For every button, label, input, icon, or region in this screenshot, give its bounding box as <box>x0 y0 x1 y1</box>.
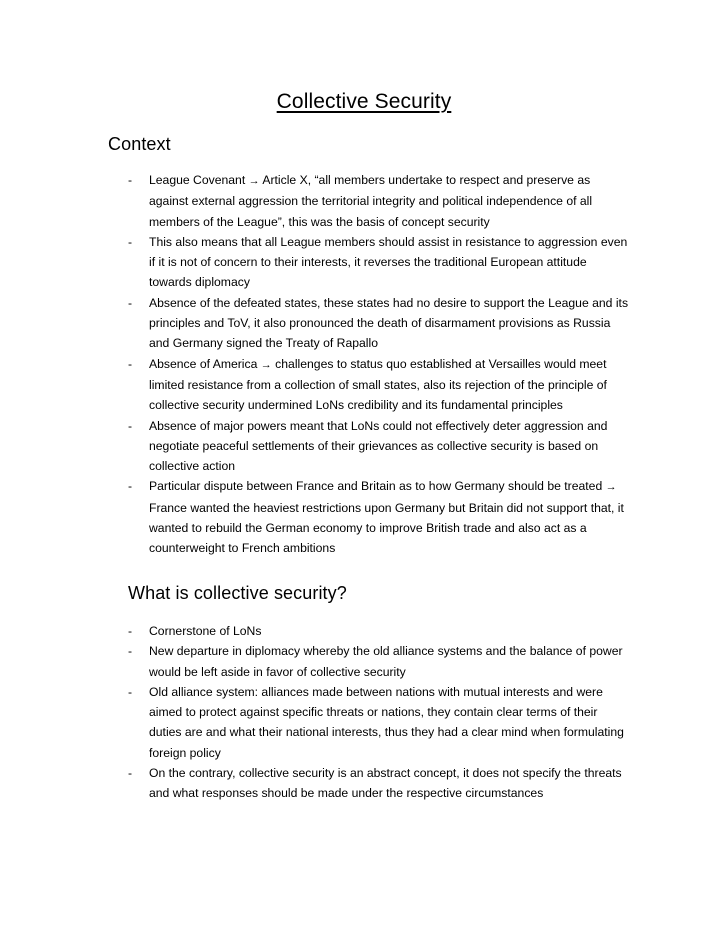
collective-security-heading: What is collective security? <box>128 583 347 603</box>
item-text: Absence of the defeated states, these states had no desire to support the League and its principles and ToV, it also pronounced the death of disarmament provisions as Russia and Germany signed the Treaty of Rapallo <box>149 295 629 351</box>
context-item-5 <box>118 416 630 477</box>
right-arrow-icon: → <box>605 481 617 494</box>
item-text: Absence of major powers meant that LoNs could not effectively deter aggression and negotiate peaceful settlements of their grievances as collective security is based on collective action <box>149 418 608 474</box>
cs-item-2 <box>118 641 630 682</box>
list-bullet: - <box>128 766 133 781</box>
cs-item-4 <box>118 763 630 804</box>
list-bullet: - <box>128 418 133 433</box>
list-bullet: - <box>128 624 133 638</box>
list-bullet: - <box>128 234 133 249</box>
item-text: Absence of America <box>149 356 261 371</box>
list-bullet: - <box>128 356 133 371</box>
item-text: League Covenant <box>149 173 249 187</box>
context-item-3 <box>118 293 630 354</box>
right-arrow-icon: → <box>260 358 272 371</box>
item-text: Old alliance system: alliances made between nations with mutual interests and were aimed to protect against specific threats or nations, they contain clear terms of their duties are and what their national interests, thus they had a clear mind when formulating foreign policy <box>149 684 624 760</box>
item-text: New departure in diplomacy whereby the old alliance systems and the balance of power would be left aside in favor of collective security <box>149 644 623 679</box>
list-bullet: - <box>128 644 133 659</box>
item-text: On the contrary, collective security is an abstract concept, it does not specify the threats and what responses should be made under the respective circumstances <box>149 766 622 801</box>
cs-item-1 <box>118 621 630 641</box>
item-text: Particular dispute between France and Britain as to how Germany should be treated <box>149 479 606 494</box>
item-text: challenges to status quo established at Versailles would meet limited resistance from a collection of small states, also its rejection of the principle of collective security undermined LoNs credibility and its fundamental principles <box>149 356 607 413</box>
context-item-6 <box>118 476 630 558</box>
cs-item-3 <box>118 682 630 763</box>
item-text: Article X, “all members undertake to respect and preserve as against external aggression the territorial integrity and political independence of all members of the League”, this was the basis of concept security <box>149 173 593 229</box>
item-text: This also means that all League members should assist in resistance to aggression even if it is not of concern to their interests, it reverses the traditional European attitude towards diplomacy <box>149 234 628 290</box>
list-bullet: - <box>128 173 133 187</box>
list-bullet: - <box>128 295 133 310</box>
collective-security-list <box>118 621 630 804</box>
item-text: France wanted the heaviest restrictions upon Germany but Britain did not support that, it wanted to rebuild the German economy to improve British trade and also act as a counterweight to French ambitions <box>149 500 624 556</box>
list-bullet: - <box>128 479 133 494</box>
context-item-1 <box>118 170 630 232</box>
list-bullet: - <box>128 684 133 699</box>
page-title: Collective Security <box>276 90 452 113</box>
context-item-2 <box>118 232 630 293</box>
context-list <box>118 170 630 559</box>
item-text: Cornerstone of LoNs <box>149 624 262 638</box>
context-item-4 <box>118 354 630 416</box>
context-heading: Context <box>108 134 171 154</box>
right-arrow-icon: → <box>248 175 260 187</box>
